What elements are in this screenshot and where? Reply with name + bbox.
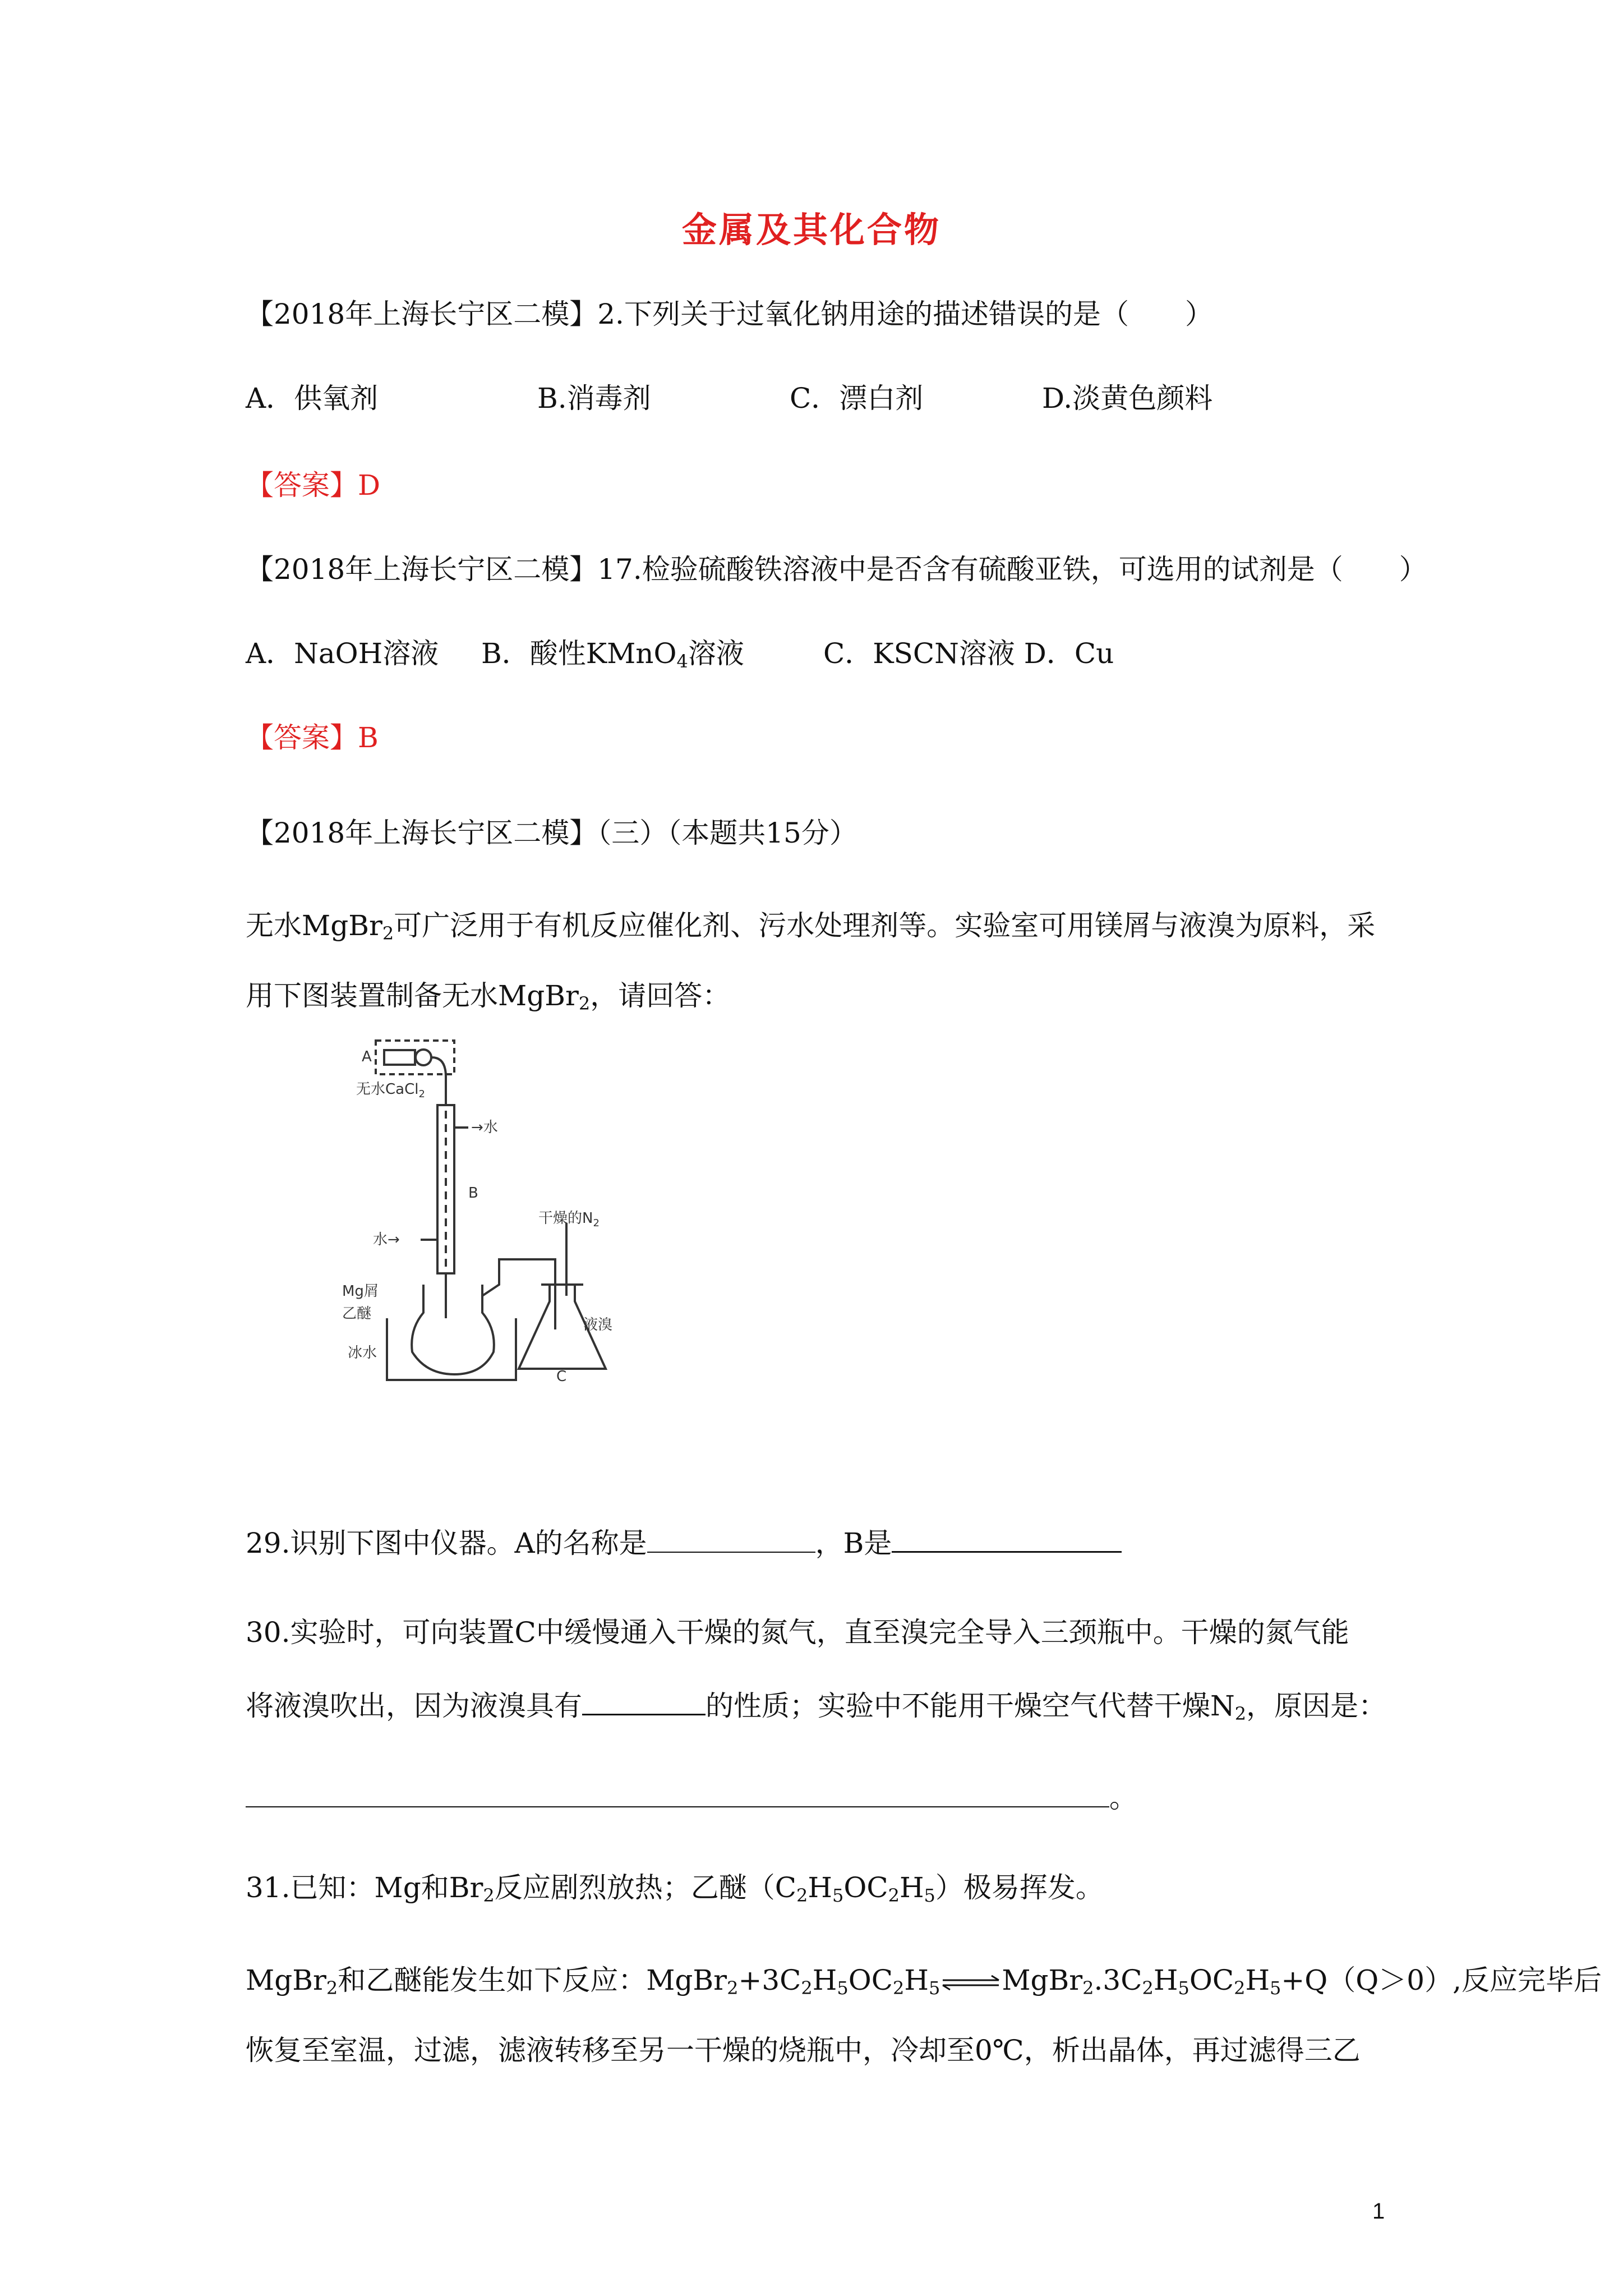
page-number: 1 [1372, 2199, 1385, 2224]
q30-line3: 。 [246, 1778, 1137, 1815]
page-title: 金属及其化合物 [681, 209, 941, 250]
q2-option-cd: C．KSCN溶液 D．Cu [823, 637, 1114, 670]
q1-stem: 【2018年上海长宁区二模】2.下列关于过氧化钠用途的描述错误的是（ ） [246, 298, 1213, 330]
q29-blank-a[interactable] [647, 1524, 815, 1553]
q1-answer [246, 468, 380, 502]
label-b: B [468, 1185, 478, 1202]
label-dry-n2: 干燥的$N_2$ [538, 1210, 600, 1229]
answer-value: B [358, 721, 379, 754]
q31-line2: MgBr$_2$和乙醚能发生如下反应：$MgBr_2+3C_2H_5OC_2H_5$ $MgBr_2.3C_2H_5OC_2H_5+Q(Q>0)$,反应完毕后 [246, 1964, 1602, 1999]
q2-option-b: B．酸性KMnO$_4$溶液 [481, 637, 744, 672]
answer-tag: 【答案】 [246, 469, 358, 501]
drying-tube-bulb [416, 1050, 431, 1065]
q30-line1: 30.实验时，可向装置C中缓慢通入干燥的氮气，直至溴完全导入三颈瓶中。干燥的氮气能 [246, 1616, 1349, 1649]
q3-intro-line1: 无水MgBr$_2$可广泛用于有机反应催化剂、污水处理剂等。实验室可用镁屑与液溴为原料，采 [246, 909, 1376, 944]
q29-blank-b[interactable] [892, 1523, 1122, 1553]
label-water-in: 水→ [373, 1231, 400, 1248]
drying-tube-connector [432, 1057, 446, 1105]
label-a: A [362, 1048, 372, 1065]
label-ether: 乙醚 [342, 1305, 372, 1322]
q2-stem: 【2018年上海长宁区二模】17.检验硫酸铁溶液中是否含有硫酸亚铁，可选用的试剂是（ ） [246, 553, 1427, 586]
label-cacl2: 无水CaCl$_2$ [356, 1081, 425, 1100]
q30-line2: 将液溴吹出，因为液溴具有 的性质；实验中不能用干燥空气代替干燥$N_2$，原因是： [246, 1686, 1386, 1731]
q1-option-a: A．供氧剂 [246, 382, 379, 415]
ice-bath [387, 1318, 516, 1380]
answer-value: D [358, 469, 381, 501]
q31-line1: 31.已知：Mg和$Br_2$反应剧烈放热；乙醚$(C_2H_5OC_2H_5)$极易挥发。 [246, 1871, 1104, 1906]
q3-intro-line2: 用下图装置制备无水MgBr$_2$，请回答： [246, 979, 731, 1014]
q30-blank-reason[interactable] [246, 1778, 1109, 1807]
q31-line3: 恢复至室温，过滤，滤液转移至另一干燥的烧瓶中，冷却至0℃，析出晶体，再过滤得三乙 [246, 2034, 1361, 2067]
apparatus-diagram [314, 1038, 639, 1386]
q29: 29.识别下图中仪器。A的名称是 ，B是 [246, 1523, 1122, 1560]
q1-option-d: D.淡黄色颜料 [1042, 382, 1213, 415]
answer-tag: 【答案】 [246, 721, 358, 754]
label-water-out: →水 [471, 1119, 498, 1136]
q1-option-c: C．漂白剂 [790, 382, 924, 415]
label-c: C [556, 1368, 567, 1385]
transfer-tube [482, 1259, 555, 1329]
label-ice-water: 冰水 [348, 1345, 377, 1361]
q3-header: 【2018年上海长宁区二模】（三）（本题共15分） [246, 817, 857, 849]
drying-tube-body [384, 1050, 415, 1065]
label-mg: Mg屑 [342, 1283, 379, 1300]
q1-option-b: B.消毒剂 [537, 382, 651, 415]
q2-answer [246, 721, 379, 754]
q30-blank-property[interactable] [582, 1686, 706, 1715]
equilibrium-arrow-icon [940, 1974, 1002, 1991]
label-liquid-bromine: 液溴 [583, 1317, 613, 1333]
q2-option-a: A．NaOH溶液 [246, 637, 439, 670]
three-neck-flask [412, 1285, 494, 1374]
